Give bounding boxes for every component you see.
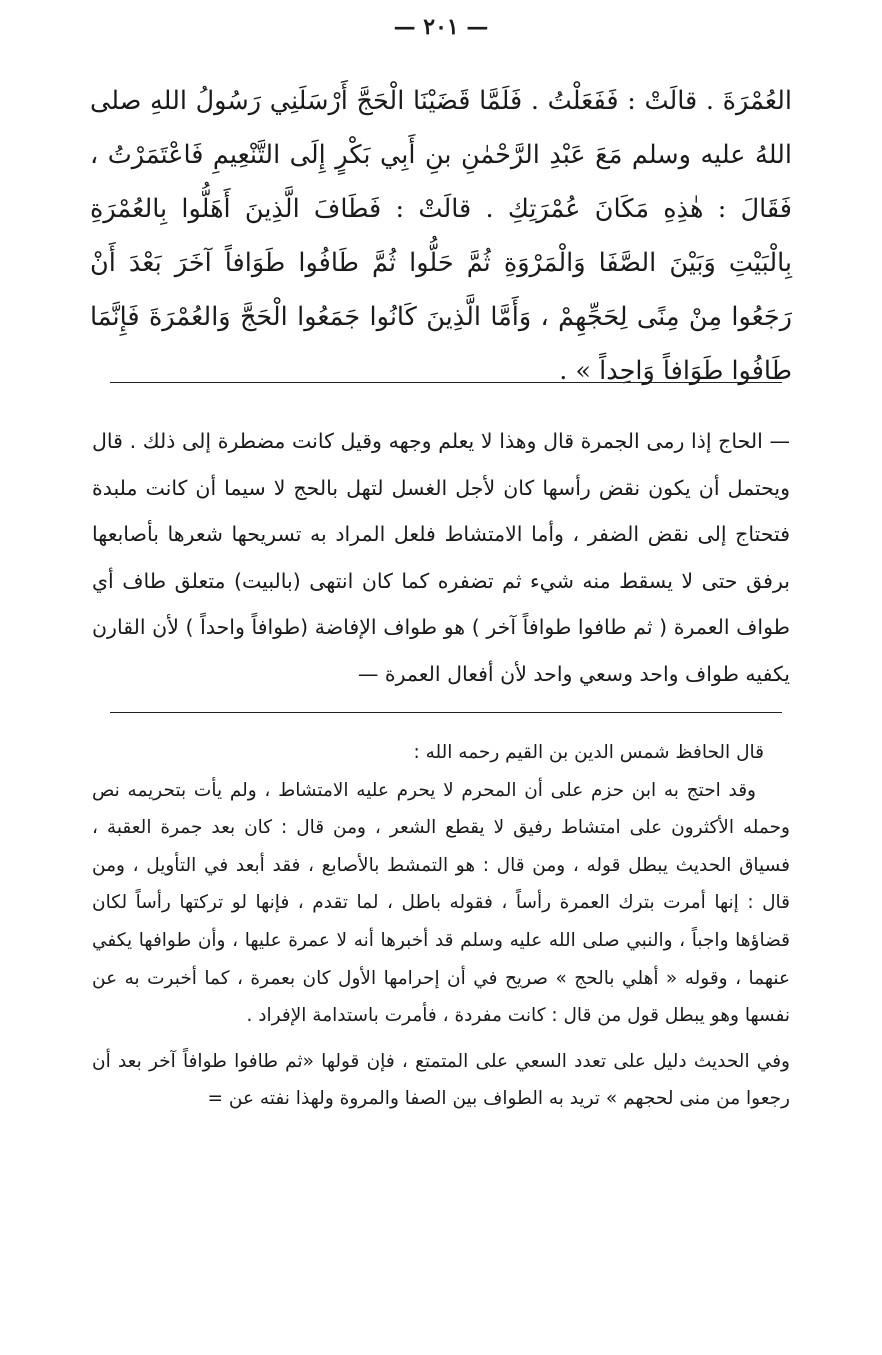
ibn-qayyim-paragraph-2: وفي الحديث دليل على تعدد السعي على المتمتع ، فإن قولها «ثم طافوا طوافاً آخر بعد أن رجعوا من منى لحجهم » تريد به الطواف بين الصفا والمروة ولهذا نفته عن = [92, 1050, 790, 1110]
ibn-qayyim-section [92, 734, 790, 1118]
section-divider-bottom [110, 712, 782, 713]
ibn-qayyim-heading: قال الحافظ شمس الدين بن القيم رحمه الله : [413, 742, 764, 763]
page-number: — ٢٠١ — [393, 14, 489, 40]
ibn-qayyim-paragraph-1: وقد احتج به ابن حزم على أن المحرم لا يحرم عليه الامتشاط ، ولم يأت بتحريمه نص وحمله الأكثرون على امتشاط رفيق لا يقطع الشعر ، ومن قال : كان بعد جمرة العقبة ، فسياق الحديث يبطل قوله ، ومن قال : هو التمشط بالأصابع ، فقد أبعد في التأويل ، ومن قال : إنها أمرت بترك العمرة رأساً ، فقوله باطل ، لما تقدم ، فإنها لو تركتها رأساً لكان قضاؤها واجباً ، والنبي صلى الله عليه وسلم قد أخبرها أنه لا عمرة عليها ، وأن طوافها يكفي عنهما ، وقوله « أهلي بالحج » صريح في أن إحرامها الأول كان بعمرة ، كما أخبرت به عن نفسها وهو يبطل قول من قال : كانت مفردة ، فأمرت باستدامة الإفراد . [92, 779, 790, 1027]
commentary-text-block: — الحاج إذا رمى الجمرة قال وهذا لا يعلم وجهه وقيل كانت مضطرة إلى ذلك . قال ويحتمل أن يكون نقض رأسها كان لأجل الغسل لتهل بالحج لا سيما أن كانت ملبدة فتحتاج إلى نقض الضفر ، وأما الامتشاط فلعل المراد به تسريحها شعرها بأصابعها برفق حتى لا يسقط منه شيء ثم تضفره كما كان انتهى (بالبيت) متعلق طاف أي طواف العمرة ( ثم طافوا طوافاً آخر ) هو طواف الإفاضة (طوافاً واحداً ) لأن القارن يكفيه طواف واحد وسعي واحد لأن أفعال العمرة — [92, 429, 790, 686]
section-divider-top [110, 382, 782, 383]
hadith-text-block: العُمْرَةَ . قالَتْ : فَفَعَلْتُ . فَلَمَّا قَضَيْنَا الْحَجَّ أَرْسَلَنِي رَسُولُ اللهِ صلى اللهُ عليه وسلم مَعَ عَبْدِ الرَّحْمٰنِ بنِ أَبِي بَكْرٍ إِلَى التَّنْعِيمِ فَاعْتَمَرْتُ ، فَقَالَ : هٰذِهِ مَكَانَ عُمْرَتِكِ . قالَتْ : فَطَافَ الَّذِينَ أَهَلُّوا بِالعُمْرَةِ بِالْبَيْتِ وَبَيْنَ الصَّفَا وَالْمَرْوَةِ ثُمَّ حَلُّوا ثُمَّ طَافُوا طَوَافاً آخَرَ بَعْدَ أَنْ رَجَعُوا مِنْ مِنًى لِحَجِّهِمْ ، وَأَمَّا الَّذِينَ كَانُوا جَمَعُوا الْحَجَّ وَالعُمْرَةَ فَإِنَّمَا طَافُوا طَوَافاً وَاحِداً » . [90, 86, 792, 386]
